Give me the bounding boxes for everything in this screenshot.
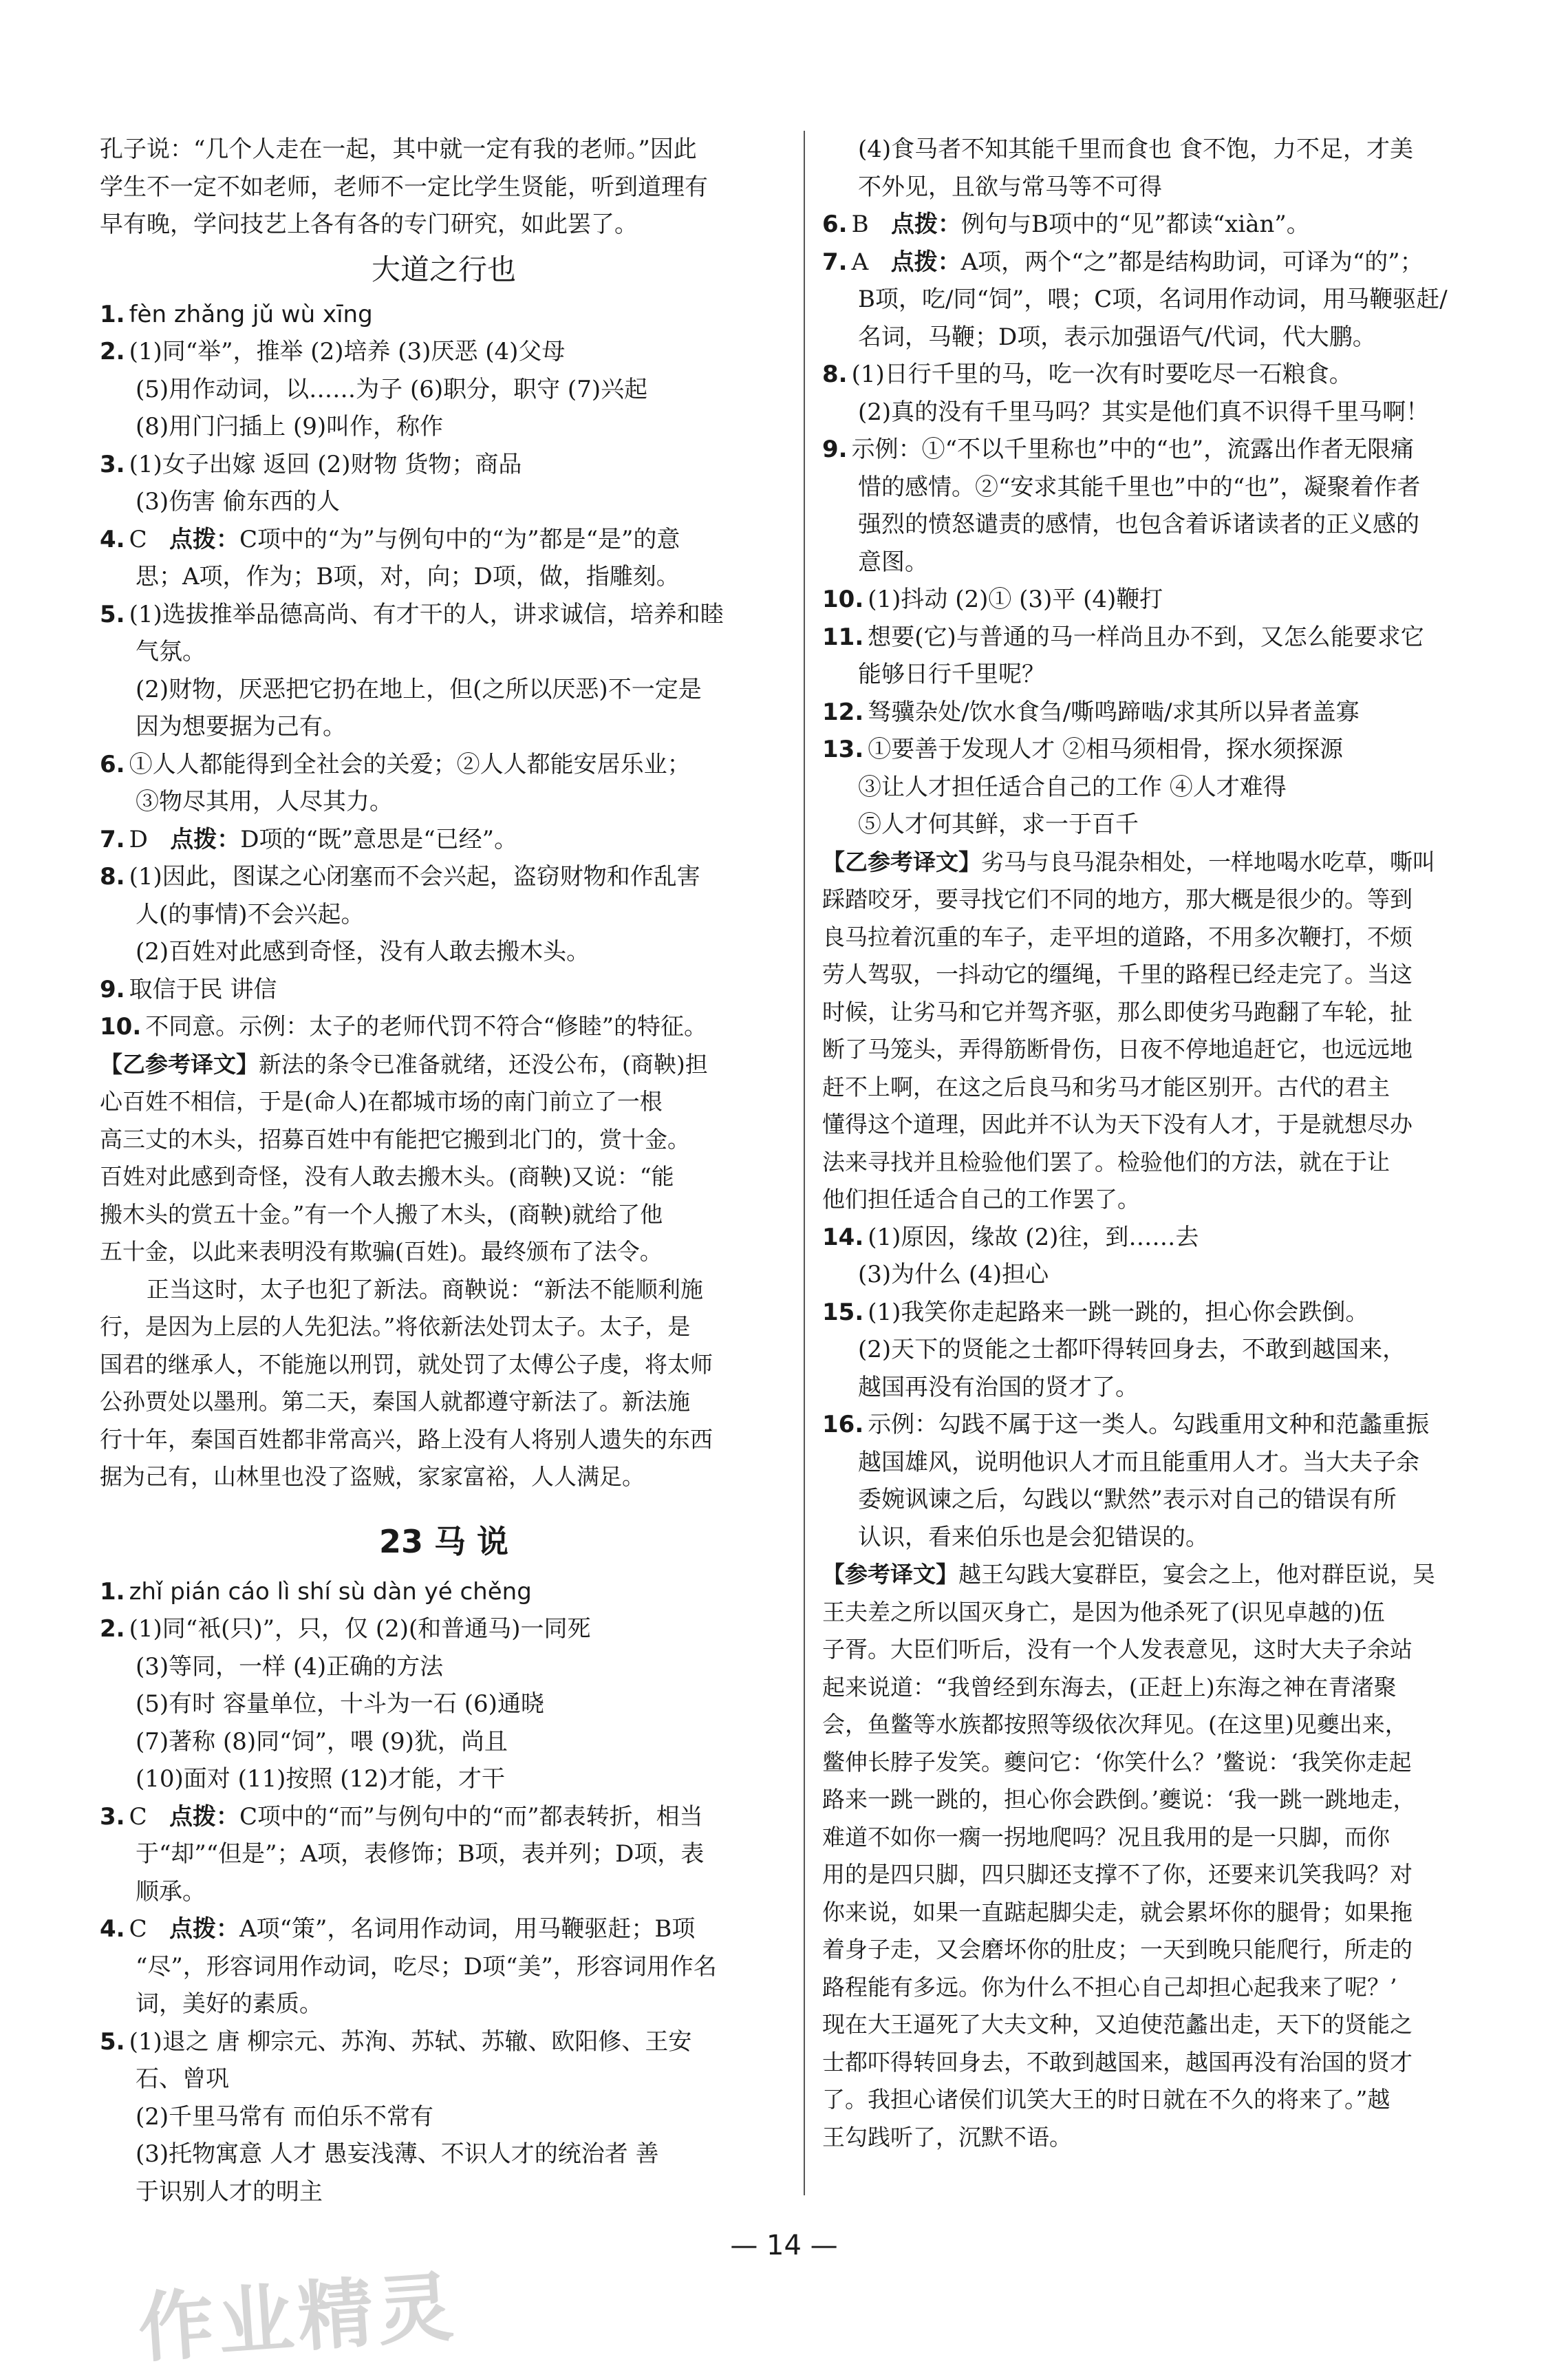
translation-label: 【参考译文】	[822, 1561, 958, 1588]
question-6	[822, 206, 1510, 244]
answer-text: 例句与B项中的“见”都读“xiàn”。	[961, 211, 1310, 238]
reference-translation	[822, 844, 1510, 1219]
question-12	[822, 694, 1510, 732]
translation-text: 据为己有，山林里也没了盗贼，家家富裕，人人满足。	[100, 1463, 645, 1490]
answer-text: 词，美好的素质。	[136, 1990, 323, 2018]
question-number: 4.	[100, 525, 125, 553]
answer-text: (8)用门闩插上 (9)叫作，称作	[136, 413, 444, 440]
answer-text: 越国再没有治国的贤才了。	[858, 1373, 1139, 1401]
answer-text: (1)因此，图谋之心闭塞而不会兴起，盗窃财物和作乱害	[129, 863, 700, 891]
translation-text: 行，是因为上层的人先犯法。”将依新法处罚太子。太子，是	[100, 1313, 691, 1340]
question-13	[822, 731, 1510, 844]
question-number: 9.	[100, 975, 125, 1003]
question-16	[822, 1406, 1510, 1556]
answer-text: 想要(它)与普通的马一样尚且办不到，又怎么能要求它	[868, 623, 1424, 651]
tip-label: 点拨：	[169, 525, 240, 553]
translation-text: 心百姓不相信，于是(命人)在都城市场的南门前立了一根	[100, 1088, 663, 1115]
question-10	[100, 1008, 788, 1046]
answer-text: 示例：①“不以千里称也”中的“也”，流露出作者无限痛	[851, 436, 1415, 463]
translation-text: 子胥。大臣们听后，没有一个人发表意见，这时大夫子余站	[822, 1636, 1413, 1663]
translation-text: 踩踏咬牙，要寻找它们不同的地方，那大概是很少的。等到	[822, 886, 1413, 913]
answer-text: (3)伤害 偷东西的人	[136, 488, 340, 515]
answer-text: (1)抖动 (2)① (3)平 (4)鞭打	[868, 586, 1163, 613]
answer-text: (2)真的没有千里马吗？其实是他们真不识得千里马啊！	[858, 398, 1430, 426]
translation-text: 百姓对此感到奇怪，没有人敢去搬木头。(商鞅)又说：“能	[100, 1163, 674, 1190]
answer-text: (10)面对 (11)按照 (12)才能，才干	[136, 1765, 505, 1793]
tip-label: 点拨：	[170, 825, 241, 853]
translation-text: 懂得这个道理，因此并不认为天下没有人才，于是就想尽办	[822, 1111, 1413, 1138]
answer-text: 石、曾巩	[136, 2065, 229, 2093]
answer-text: (7)著称 (8)同“饲”，喂 (9)犹，尚且	[136, 1727, 508, 1756]
translation-text: 他们担任适合自己的工作罢了。	[822, 1186, 1140, 1213]
answer-text: 人(的事情)不会兴起。	[136, 900, 365, 928]
question-number: 2.	[100, 1615, 125, 1643]
question-9	[822, 431, 1510, 581]
question-10	[822, 581, 1510, 619]
translation-text: 劳人驾驭，一抖动它的缰绳，千里的路程已经走完了。当这	[822, 961, 1413, 988]
answer-text: 思；A项，作为；B项，对，向；D项，做，指雕刻。	[136, 563, 680, 590]
translation-text: 起来说道：“我曾经到东海去，(正赶上)东海之神在青渚聚	[822, 1673, 1397, 1701]
answer-text: 委婉讽谏之后，勾践以“默然”表示对自己的错误有所	[858, 1486, 1397, 1513]
question-4	[100, 1910, 788, 2023]
translation-text: 赶不上啊，在这之后良马和劣马才能区别开。古代的君主	[822, 1073, 1390, 1100]
translation-label: 【乙参考译文】	[100, 1050, 259, 1078]
answer-text: (1)女子出嫁 返回 (2)财物 货物；商品	[129, 450, 522, 478]
translation-text: 王勾践听了，沉默不语。	[822, 2123, 1072, 2151]
translation-text: 用的是四只脚，四只脚还支撑不了你，还要来讥笑我吗？对	[822, 1861, 1413, 1888]
answer-choice: C	[129, 1915, 147, 1943]
translation-text: 良马拉着沉重的车子，走平坦的道路，不用多次鞭打，不烦	[822, 923, 1413, 950]
translation-text: 难道不如你一瘸一拐地爬吗？况且我用的是一只脚，而你	[822, 1823, 1390, 1851]
answer-text: 名词，马鞭；D项，表示加强语气/代词，代大鹏。	[858, 323, 1376, 351]
translation-text: 路程能有多远。你为什么不担心自己却担心起我来了呢？’	[822, 1973, 1397, 2001]
translation-text: 路来一跳一跳的，担心你会跌倒。’夔说：‘我一跳一跳地走，	[822, 1786, 1416, 1813]
translation-text: 公孙贾处以墨刑。第二天，秦国人就都遵守新法了。新法施	[100, 1388, 690, 1415]
translation-label: 【乙参考译文】	[822, 848, 981, 875]
question-number: 5.	[100, 2027, 125, 2056]
answer-text: C项中的“而”与例句中的“而”都表转折，相当	[239, 1802, 703, 1831]
answer-text: 能够日行千里呢？	[858, 661, 1045, 688]
question-number: 14.	[822, 1223, 864, 1251]
column-divider	[804, 131, 805, 2195]
translation-text: 正当这时，太子也犯了新法。商鞅说：“新法不能顺利施	[147, 1275, 703, 1303]
question-number: 11.	[822, 623, 864, 651]
translation-text: 时候，让劣马和它并驾齐驱，那么即使劣马跑翻了车轮，扯	[822, 998, 1413, 1025]
question-number: 9.	[822, 436, 848, 463]
question-number: 15.	[822, 1298, 864, 1326]
answer-text: (1)我笑你走起路来一跳一跳的，担心你会跌倒。	[868, 1298, 1369, 1326]
answer-text: C项中的“为”与例句中的“为”都是“是”的意	[239, 525, 680, 553]
translation-text: 现在大王逼死了大夫文种，又迫使范蠡出走，天下的贤能之	[822, 2011, 1413, 2038]
question-2	[100, 1610, 788, 1798]
question-number: 12.	[822, 698, 864, 726]
translation-text: 国君的继承人，不能施以刑罚，就处罚了太傅公子虔，将太师	[100, 1350, 713, 1378]
answer-text: “尽”，形容词用作动词，吃尽；D项“美”，形容词用作名	[136, 1952, 717, 1981]
answer-text: 不同意。示例：太子的老师代罚不符合“修睦”的特征。	[145, 1013, 707, 1041]
question-2	[100, 333, 788, 446]
answer-text: ③让人才担任适合自己的工作 ④人才难得	[858, 773, 1287, 801]
right-column	[822, 131, 1510, 2156]
page-number: — 14 —	[730, 2230, 838, 2261]
answer-text: (3)托物寓意 人才 愚妄浅薄、不识人才的统治者 善	[136, 2140, 659, 2168]
answer-text: (2)百姓对此感到奇怪，没有人敢去搬木头。	[136, 938, 590, 966]
question-number: 3.	[100, 1802, 125, 1831]
answer-text: (4)食马者不知其能千里而食也 食不饱，力不足，才美	[858, 136, 1413, 163]
question-number: 4.	[100, 1915, 125, 1943]
question-3	[100, 446, 788, 521]
question-11	[822, 619, 1510, 694]
text-line: 孔子说：“几个人走在一起，其中就一定有我的老师。”因此	[100, 136, 697, 163]
translation-text: 着身子走，又会磨坏你的肚皮；一天到晚只能爬行，所走的	[822, 1936, 1413, 1963]
answer-text: 意图。	[858, 548, 928, 576]
question-5	[100, 2023, 788, 2211]
answer-text: ①要善于发现人才 ②相马须相骨，探水须探源	[868, 736, 1344, 763]
question-9	[100, 971, 788, 1009]
question-7	[100, 821, 788, 859]
question-number: 1.	[100, 1577, 125, 1606]
answer-text: B项，吃/同“饲”，喂；C项，名词用作动词，用马鞭驱赶/	[858, 286, 1448, 313]
intro-paragraph	[100, 131, 788, 244]
answer-choice: C	[129, 1802, 147, 1831]
tip-label: 点拨：	[169, 1915, 240, 1943]
left-column	[100, 131, 788, 2210]
translation-text: 会，鱼鳖等水族都按照等级依次拜见。(在这里)见夔出来，	[822, 1711, 1408, 1738]
question-number: 3.	[100, 450, 125, 478]
question-6	[100, 746, 788, 821]
question-number: 1.	[100, 300, 125, 328]
answer-text: (3)等同，一样 (4)正确的方法	[136, 1652, 444, 1681]
tip-label: 点拨：	[169, 1802, 240, 1831]
question-number: 6.	[822, 211, 848, 238]
answer-choice: A	[851, 248, 869, 276]
translation-text: 五十金，以此来表明没有欺骗(百姓)。最终颁布了法令。	[100, 1238, 663, 1265]
question-14	[822, 1219, 1510, 1294]
translation-text: 你来说，如果一直踮起脚尖走，就会累坏你的腿骨；如果拖	[822, 1898, 1413, 1926]
question-number: 10.	[100, 1013, 142, 1041]
answer-text: A项，两个“之”都是结构助词，可译为“的”；	[960, 248, 1424, 276]
question-number: 6.	[100, 750, 125, 778]
question-number: 5.	[100, 600, 125, 628]
answer-text: 驽骥杂处/饮水食刍/嘶鸣蹄啮/求其所以异者盖寡	[868, 698, 1360, 726]
answer-text: 于识别人才的明主	[136, 2177, 323, 2206]
translation-text: 法来寻找并且检验他们罢了。检验他们的方法，就在于让	[822, 1148, 1390, 1175]
answer-text: 认识，看来伯乐也是会犯错误的。	[858, 1523, 1209, 1551]
answer-text: 于“却”“但是”；A项，表修饰；B项，表并列；D项，表	[136, 1840, 705, 1868]
question-4	[100, 521, 788, 596]
question-1	[100, 296, 788, 334]
translation-text: 了。我担心诸侯们讥笑大王的时日就在不久的将来了。”越	[822, 2086, 1390, 2113]
answer-text: (1)同“衹(只)”，只，仅 (2)(和普通马)一同死	[129, 1615, 591, 1643]
question-7	[822, 244, 1510, 356]
question-number: 8.	[822, 361, 848, 388]
question-5-continued	[822, 131, 1510, 206]
text-line: 学生不一定不如老师，老师不一定比学生贤能，听到道理有	[100, 173, 708, 201]
answer-text: (1)选拔推举品德高尚、有才干的人，讲求诚信，培养和睦	[129, 600, 724, 628]
answer-text: (2)天下的贤能之士都吓得转回身去，不敢到越国来，	[858, 1336, 1406, 1363]
answer-choice: B	[851, 211, 869, 238]
answer-text: 惜的感情。②“安求其能千里也”中的“也”，凝聚着作者	[858, 473, 1421, 501]
tip-label: 点拨：	[891, 211, 962, 238]
answer-text: (2)千里马常有 而伯乐不常有	[136, 2102, 433, 2131]
answer-text: (5)有时 容量单位，十斗为一石 (6)通晓	[136, 1690, 544, 1718]
answer-text: (3)为什么 (4)担心	[858, 1261, 1049, 1288]
answer-text: fèn zhǎng jǔ wù xīng	[129, 300, 373, 328]
question-number: 7.	[100, 825, 125, 853]
translation-text: 断了马笼头，弄得筋断骨伤，日夜不停地追赶它，也远远地	[822, 1036, 1413, 1063]
answer-text: (1)退之 唐 柳宗元、苏洵、苏轼、苏辙、欧阳修、王安	[129, 2027, 692, 2056]
answer-text: (1)日行千里的马，吃一次有时要吃尽一石粮食。	[851, 361, 1353, 388]
answer-text: (1)同“举”，推举 (2)培养 (3)厌恶 (4)父母	[129, 338, 566, 365]
answer-choice: C	[129, 525, 147, 553]
answer-text: (1)原因，缘故 (2)往，到……去	[868, 1223, 1199, 1251]
answer-text: 取信于民 讲信	[129, 975, 277, 1003]
question-3	[100, 1798, 788, 1911]
reference-translation-2	[822, 1556, 1510, 2156]
translation-text: 高三丈的木头，招募百姓中有能把它搬到北门的，赏十金。	[100, 1125, 690, 1153]
translation-text: 劣马与良马混杂相处，一样地喝水吃草，嘶叫	[981, 848, 1435, 875]
answer-text: ③物尽其用，人尽其力。	[136, 788, 393, 816]
answer-choice: D	[129, 825, 148, 853]
answer-text: 气氛。	[136, 638, 206, 665]
text-line: 早有晚，学问技艺上各有各的专门研究，如此罢了。	[100, 211, 638, 238]
question-number: 8.	[100, 863, 125, 891]
answer-text: 示例：勾践不属于这一类人。勾践重用文种和范蠡重振	[868, 1411, 1430, 1438]
question-number: 13.	[822, 736, 864, 763]
answer-text: (5)用作动词，以……为子 (6)职分，职守 (7)兴起	[136, 375, 648, 403]
question-8	[100, 858, 788, 971]
reference-translation	[100, 1046, 788, 1496]
question-number: 16.	[822, 1411, 864, 1438]
question-15	[822, 1294, 1510, 1407]
question-5	[100, 596, 788, 746]
translation-text: 鳖伸长脖子发笑。夔问它：‘你笑什么？’鳖说：‘我笑你走起	[822, 1748, 1412, 1776]
answer-text: ①人人都能得到全社会的关爱；②人人都能安居乐业；	[129, 750, 691, 778]
question-8	[822, 356, 1510, 431]
question-number: 7.	[822, 248, 848, 276]
section-title: 大道之行也	[371, 252, 516, 286]
translation-text: 搬木头的赏五十金。”有一个人搬了木头，(商鞅)就给了他	[100, 1200, 663, 1228]
answer-text: (2)财物，厌恶把它扔在地上，但(之所以厌恶)不一定是	[136, 675, 702, 703]
answer-text: A项“策”，名词用作动词，用马鞭驱赶；B项	[239, 1915, 696, 1943]
question-1	[100, 1573, 788, 1611]
answer-text: 越国雄风，说明他识人才而且能重用人才。当大夫子余	[858, 1448, 1419, 1476]
translation-text: 王夫差之所以国灭身亡，是因为他杀死了(识见卓越的)伍	[822, 1598, 1385, 1625]
answer-text: ⑤人才何其鲜，求一于百千	[858, 811, 1139, 838]
chapter-title: 23 马 说	[378, 1522, 509, 1560]
translation-text: 士都吓得转回身去，不敢到越国来，越国再没有治国的贤才	[822, 2048, 1413, 2076]
answer-text: D项的“既”意思是“已经”。	[240, 825, 518, 853]
answer-text: 顺承。	[136, 1877, 206, 1906]
translation-text: 越王勾践大宴群臣，宴会之上，他对群臣说，吴	[958, 1561, 1435, 1588]
question-number: 10.	[822, 586, 864, 613]
question-number: 2.	[100, 338, 125, 365]
tip-label: 点拨：	[890, 248, 961, 276]
answer-text: 因为想要据为己有。	[136, 713, 346, 740]
answer-text: 不外见，且欲与常马等不可得	[858, 173, 1162, 201]
watermark-logo: 作业精灵	[135, 2262, 460, 2374]
answer-text: zhǐ pián cáo lì shí sù dàn yé chěng	[129, 1577, 532, 1606]
translation-text: 行十年，秦国百姓都非常高兴，路上没有人将别人遗失的东西	[100, 1425, 713, 1453]
answer-text: 强烈的愤怒谴责的感情，也包含着诉诸读者的正义感的	[858, 511, 1419, 538]
translation-text: 新法的条令已准备就绪，还没公布，(商鞅)担	[259, 1050, 708, 1078]
